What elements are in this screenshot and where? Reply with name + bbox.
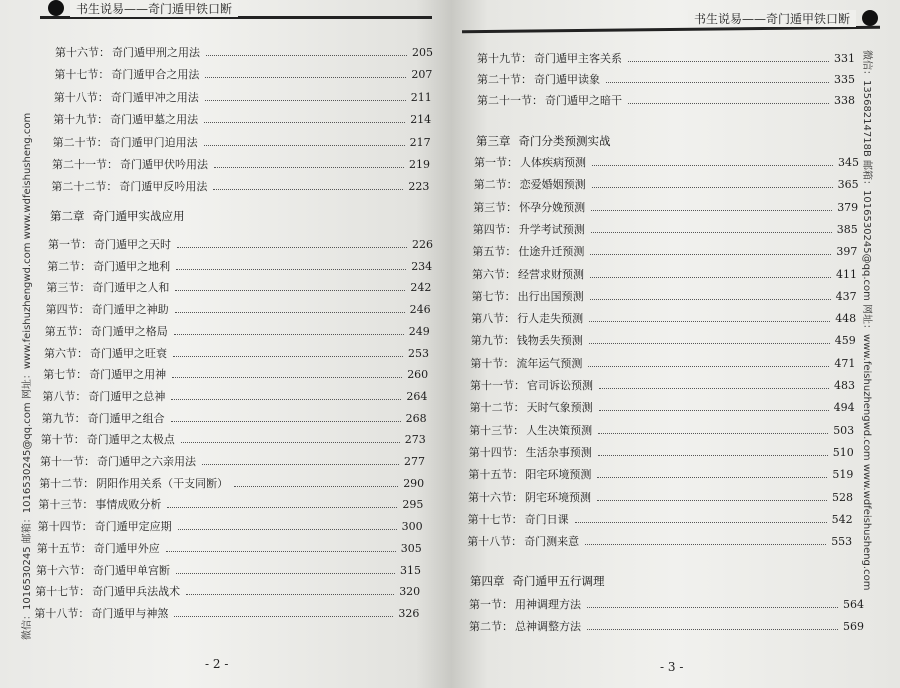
- dot-leader: [587, 629, 838, 630]
- page-ref: 249: [408, 324, 430, 338]
- section-number: 第九节：: [470, 334, 515, 348]
- section-title: 奇门遁甲合之用法: [111, 68, 200, 82]
- toc-entry: [42, 388, 427, 404]
- toc-entry: [55, 44, 433, 60]
- toc-entry: [468, 511, 853, 527]
- section-title: 升学考试预测: [518, 222, 585, 236]
- section-number: 第十七节：: [35, 585, 91, 599]
- toc-entry: [46, 301, 431, 317]
- dot-leader: [204, 145, 405, 146]
- dot-leader: [167, 507, 397, 508]
- toc-entry: [53, 134, 431, 150]
- toc-entry: [54, 66, 432, 82]
- dot-leader: [592, 165, 833, 166]
- dot-leader: [590, 299, 831, 300]
- toc-entry: [46, 279, 431, 295]
- dot-leader: [176, 269, 406, 270]
- toc-entry: [51, 178, 429, 194]
- dot-leader: [589, 321, 830, 322]
- toc-entry: [469, 444, 854, 460]
- section-number: 第十八节：: [53, 90, 109, 104]
- page-ref: 397: [836, 245, 858, 259]
- toc-entry: [39, 475, 424, 491]
- page-ref: 503: [833, 423, 855, 437]
- page-ref: 483: [834, 379, 855, 392]
- dot-leader: [173, 356, 403, 357]
- left-page-header: [0, 0, 452, 20]
- toc-entry: [48, 236, 433, 252]
- section-title: 奇门遁甲与神煞: [91, 606, 169, 620]
- page-ref: 379: [837, 200, 859, 214]
- chapter-label: 第二章: [50, 209, 85, 223]
- header-title: 书生说易——奇门遁甲铁口断: [688, 10, 856, 27]
- toc-entry: [54, 89, 432, 105]
- dot-leader: [205, 100, 406, 101]
- dot-leader: [178, 529, 397, 530]
- section-number: 第十五节：: [468, 468, 524, 482]
- toc-entry: [477, 92, 855, 108]
- toc-entry: [41, 431, 426, 447]
- page-ref: 226: [412, 238, 433, 251]
- section-number: 第十六节：: [55, 46, 110, 59]
- page-number: - 2 -: [205, 657, 229, 671]
- toc-entry: [470, 355, 855, 371]
- page-ref: 542: [831, 512, 853, 526]
- section-number: 第十二节：: [469, 401, 525, 415]
- section-number: 第六节：: [472, 267, 516, 281]
- page-ref: 260: [407, 368, 429, 382]
- chapter-heading: [50, 208, 185, 224]
- toc-entry: [469, 422, 854, 438]
- section-number: 第七节：: [471, 289, 516, 303]
- section-number: 第二十一节：: [477, 94, 543, 107]
- dot-leader: [588, 366, 829, 367]
- page-ref: 569: [843, 620, 864, 633]
- page-ref: 471: [834, 356, 856, 370]
- yin-yang-icon: [48, 0, 64, 16]
- section-title: 奇门测来意: [524, 535, 580, 549]
- dot-leader: [590, 277, 831, 278]
- section-number: 第十节：: [40, 433, 85, 447]
- page-ref: 211: [410, 90, 432, 104]
- section-number: 第二十一节：: [52, 158, 118, 171]
- yin-yang-icon: [862, 10, 878, 26]
- dot-leader: [175, 290, 405, 291]
- toc-entry: [470, 399, 855, 415]
- section-title: 奇门遁甲外应: [93, 541, 160, 555]
- page-ref: 335: [834, 73, 855, 86]
- dot-leader: [174, 334, 404, 335]
- section-number: 第十六节：: [36, 563, 91, 577]
- dot-leader: [171, 399, 401, 400]
- section-number: 第八节：: [471, 312, 516, 326]
- dot-leader: [177, 247, 407, 248]
- section-title: 奇门遁甲墓之用法: [110, 113, 199, 127]
- section-title: 奇门遁甲刑之用法: [112, 46, 200, 59]
- toc-entry: [472, 243, 857, 259]
- page-ref: 365: [837, 178, 859, 192]
- dot-leader: [171, 421, 401, 422]
- page-ref: 264: [406, 389, 428, 403]
- section-number: 第二十节：: [477, 73, 532, 86]
- toc-entry: [474, 176, 859, 192]
- section-number: 第十二节：: [39, 476, 95, 490]
- page-ref: 305: [400, 541, 422, 555]
- section-number: 第二节：: [473, 178, 518, 192]
- page-ref: 510: [832, 445, 854, 459]
- page-ref: 315: [400, 563, 421, 577]
- toc-entry: [474, 154, 859, 170]
- contact-side-text: 微信：1016530245 邮箱：1016530245@qq.com 网址：www.feishuzhengwd.com www.wdfeishusheng.com: [22, 112, 33, 640]
- page-ref: 320: [399, 585, 421, 599]
- section-number: 第十九节：: [53, 113, 109, 127]
- section-title: 奇门遁甲之组合: [87, 411, 165, 425]
- section-title: 奇门遁甲反吟用法: [119, 180, 208, 194]
- toc-entry: [37, 540, 422, 556]
- section-title: 奇门遁甲之天时: [94, 238, 171, 251]
- page-ref: 205: [412, 46, 433, 59]
- toc-entry: [470, 377, 855, 393]
- chapter-title: 奇门遁甲实战应用: [92, 209, 185, 223]
- toc-entry: [43, 366, 428, 382]
- dot-leader: [181, 442, 400, 443]
- dot-leader: [166, 551, 396, 552]
- page-ref: 242: [410, 281, 432, 295]
- dot-leader: [587, 607, 838, 608]
- section-number: 第十七节：: [54, 68, 110, 82]
- section-number: 第十四节：: [37, 520, 93, 534]
- toc-entry: [40, 453, 425, 469]
- dot-leader: [628, 103, 829, 104]
- toc-entry: [38, 496, 423, 512]
- chapter-label: 第三章: [476, 134, 511, 148]
- toc-entry: [36, 562, 421, 578]
- section-number: 第二节：: [469, 620, 513, 633]
- section-title: 人生决策预测: [526, 423, 593, 437]
- toc-entry: [34, 605, 419, 621]
- page-ref: 300: [401, 520, 423, 534]
- section-title: 奇门遁甲之地利: [93, 259, 171, 273]
- section-title: 经营求财预测: [518, 267, 584, 281]
- section-number: 第十九节：: [477, 52, 532, 65]
- section-number: 第十节：: [470, 356, 515, 370]
- page-ref: 223: [408, 180, 430, 194]
- section-title: 奇门遁甲之暗干: [545, 94, 622, 107]
- dot-leader: [597, 477, 827, 478]
- toc-entry: [469, 596, 864, 612]
- section-title: 阴阳作用关系（干支同断）: [96, 476, 229, 490]
- dot-leader: [598, 433, 828, 434]
- section-title: 奇门日课: [524, 512, 569, 526]
- page-ref: 273: [404, 433, 426, 447]
- dot-leader: [204, 122, 405, 123]
- section-title: 用神调理方法: [515, 598, 581, 611]
- dot-leader: [206, 55, 407, 56]
- page-ref: 338: [834, 94, 855, 107]
- dot-leader: [202, 464, 399, 465]
- contact-side-text: 微信：13568214718B 邮箱：1016530245@qq.com 网址：www.feishuzhengwd.com www.wdfeishusheng.com: [861, 50, 872, 591]
- chapter-title: 奇门分类预测实战: [518, 134, 611, 148]
- page-ref: 234: [411, 259, 433, 273]
- toc-entry: [468, 466, 853, 482]
- section-title: 奇门遁甲门迫用法: [109, 135, 198, 149]
- dot-leader: [175, 312, 405, 313]
- section-title: 总神调整方法: [515, 620, 581, 633]
- section-title: 奇门遁甲之人和: [92, 281, 170, 295]
- section-number: 第四节：: [472, 222, 517, 236]
- section-title: 奇门遁甲主客关系: [534, 52, 622, 65]
- section-title: 阳宅环境预测: [525, 468, 592, 482]
- section-title: 奇门遁甲之旺衰: [90, 346, 167, 360]
- page-ref: 290: [403, 476, 425, 490]
- section-number: 第十三节：: [469, 423, 525, 437]
- section-number: 第二十节：: [52, 135, 108, 149]
- section-number: 第十三节：: [38, 498, 94, 512]
- section-number: 第十六节：: [468, 490, 523, 504]
- dot-leader: [599, 410, 829, 411]
- dot-leader: [628, 61, 829, 62]
- toc-entry: [473, 199, 858, 215]
- section-title: 奇门遁甲冲之用法: [110, 90, 199, 104]
- right-page-header: [452, 0, 900, 36]
- dot-leader: [591, 210, 832, 211]
- page-ref: 295: [402, 498, 424, 512]
- dot-leader: [205, 77, 406, 78]
- section-number: 第三节：: [46, 281, 91, 295]
- dot-leader: [213, 189, 403, 190]
- section-title: 奇门遁甲定应期: [94, 520, 172, 534]
- toc-entry: [471, 332, 856, 348]
- toc-entry: [472, 266, 857, 282]
- section-title: 奇门遁甲之格局: [90, 324, 168, 338]
- toc-entry: [467, 533, 852, 549]
- section-number: 第五节：: [472, 245, 517, 259]
- section-number: 第二十二节：: [51, 180, 118, 194]
- dot-leader: [575, 522, 827, 523]
- page-ref: 253: [408, 346, 429, 360]
- section-number: 第四节：: [45, 303, 90, 317]
- section-title: 钱物丢失预测: [516, 334, 583, 348]
- page-ref: 528: [832, 490, 853, 504]
- section-number: 第五节：: [44, 324, 89, 338]
- section-title: 奇门遁甲之神助: [91, 303, 169, 317]
- page-ref: 459: [834, 334, 856, 348]
- section-title: 流年运气预测: [516, 356, 583, 370]
- page-ref: 448: [835, 312, 857, 326]
- page-ref: 268: [405, 411, 427, 425]
- page-number: - 3 -: [660, 660, 684, 674]
- dot-leader: [599, 388, 829, 389]
- page-ref: 411: [836, 267, 857, 281]
- dot-leader: [234, 486, 398, 487]
- section-title: 恋爱婚姻预测: [519, 178, 586, 192]
- section-number: 第十五节：: [36, 541, 92, 555]
- chapter-label: 第四章: [470, 574, 505, 588]
- dot-leader: [606, 82, 829, 83]
- section-title: 阴宅环境预测: [525, 490, 591, 504]
- chapter-heading: [470, 573, 605, 589]
- section-title: 仕途升迁预测: [518, 245, 585, 259]
- dot-leader: [597, 500, 827, 501]
- dot-leader: [585, 544, 826, 545]
- page-ref: 331: [834, 52, 855, 65]
- section-title: 奇门遁甲兵法战术: [92, 585, 181, 599]
- toc-entry: [471, 310, 856, 326]
- section-number: 第七节：: [43, 368, 88, 382]
- page-ref: 519: [832, 468, 854, 482]
- right-page: [452, 0, 900, 688]
- dot-leader: [186, 594, 394, 595]
- section-number: 第一节：: [48, 238, 92, 251]
- toc-entry: [38, 518, 423, 534]
- section-title: 行人走失预测: [517, 312, 584, 326]
- section-number: 第十七节：: [467, 512, 523, 526]
- header-title: 书生说易——奇门遁甲铁口断: [70, 0, 238, 17]
- toc-entry: [35, 583, 420, 599]
- section-number: 第六节：: [44, 346, 88, 360]
- section-number: 第三节：: [473, 200, 518, 214]
- section-title: 奇门遁甲之用神: [89, 368, 167, 382]
- section-title: 怀孕分娩预测: [519, 200, 586, 214]
- section-title: 人体疾病预测: [520, 156, 586, 169]
- page-ref: 564: [843, 598, 864, 611]
- page-ref: 217: [409, 135, 431, 149]
- toc-entry: [45, 323, 430, 339]
- page-ref: 246: [409, 303, 431, 317]
- toc-entry: [473, 221, 858, 237]
- dot-leader: [592, 187, 833, 188]
- section-title: 奇门遁甲读象: [534, 73, 600, 86]
- toc-entry: [53, 111, 431, 127]
- section-title: 出行出国预测: [517, 289, 584, 303]
- dot-leader: [589, 343, 830, 344]
- section-title: 奇门遁甲之六亲用法: [97, 455, 196, 468]
- section-number: 第八节：: [42, 389, 87, 403]
- section-number: 第一节：: [474, 156, 518, 169]
- section-number: 第十八节：: [34, 606, 90, 620]
- section-number: 第一节：: [469, 598, 513, 611]
- dot-leader: [214, 167, 404, 168]
- page-ref: 345: [838, 156, 859, 169]
- dot-leader: [598, 455, 828, 456]
- section-title: 生活杂事预测: [525, 445, 592, 459]
- section-number: 第十一节：: [40, 455, 95, 468]
- page-ref: 207: [411, 68, 433, 82]
- toc-entry: [42, 410, 427, 426]
- section-number: 第九节：: [41, 411, 86, 425]
- section-title: 奇门遁甲单宫断: [93, 563, 170, 577]
- section-number: 第十八节：: [467, 535, 523, 549]
- toc-entry: [477, 50, 855, 66]
- section-number: 第十四节：: [468, 445, 524, 459]
- chapter-heading: [476, 133, 611, 149]
- toc-entry: [472, 288, 857, 304]
- dot-leader: [172, 377, 402, 378]
- dot-leader: [176, 573, 395, 574]
- page-ref: 219: [409, 158, 430, 171]
- section-title: 事情成败分析: [95, 498, 162, 512]
- page-ref: 214: [410, 113, 432, 127]
- section-title: 奇门遁甲之太极点: [86, 433, 175, 447]
- toc-entry: [477, 71, 855, 87]
- page-ref: 277: [404, 455, 425, 468]
- page-ref: 437: [835, 289, 857, 303]
- page-ref: 385: [836, 222, 858, 236]
- toc-entry: [44, 345, 429, 361]
- page-ref: 326: [398, 606, 420, 620]
- toc-entry: [47, 258, 432, 274]
- section-title: 奇门遁甲之总神: [88, 389, 166, 403]
- page-ref: 494: [833, 401, 855, 415]
- toc-entry: [52, 156, 430, 172]
- dot-leader: [174, 616, 393, 617]
- toc-entry: [468, 489, 853, 505]
- section-number: 第二节：: [47, 259, 92, 273]
- toc-entry: [469, 618, 864, 634]
- page-ref: 553: [831, 535, 853, 549]
- section-title: 官司诉讼预测: [527, 379, 593, 392]
- section-title: 天时气象预测: [526, 401, 593, 415]
- section-title: 奇门遁甲伏吟用法: [120, 158, 208, 171]
- dot-leader: [591, 232, 832, 233]
- dot-leader: [590, 254, 831, 255]
- chapter-title: 奇门遁甲五行调理: [512, 574, 605, 588]
- section-number: 第十一节：: [470, 379, 525, 392]
